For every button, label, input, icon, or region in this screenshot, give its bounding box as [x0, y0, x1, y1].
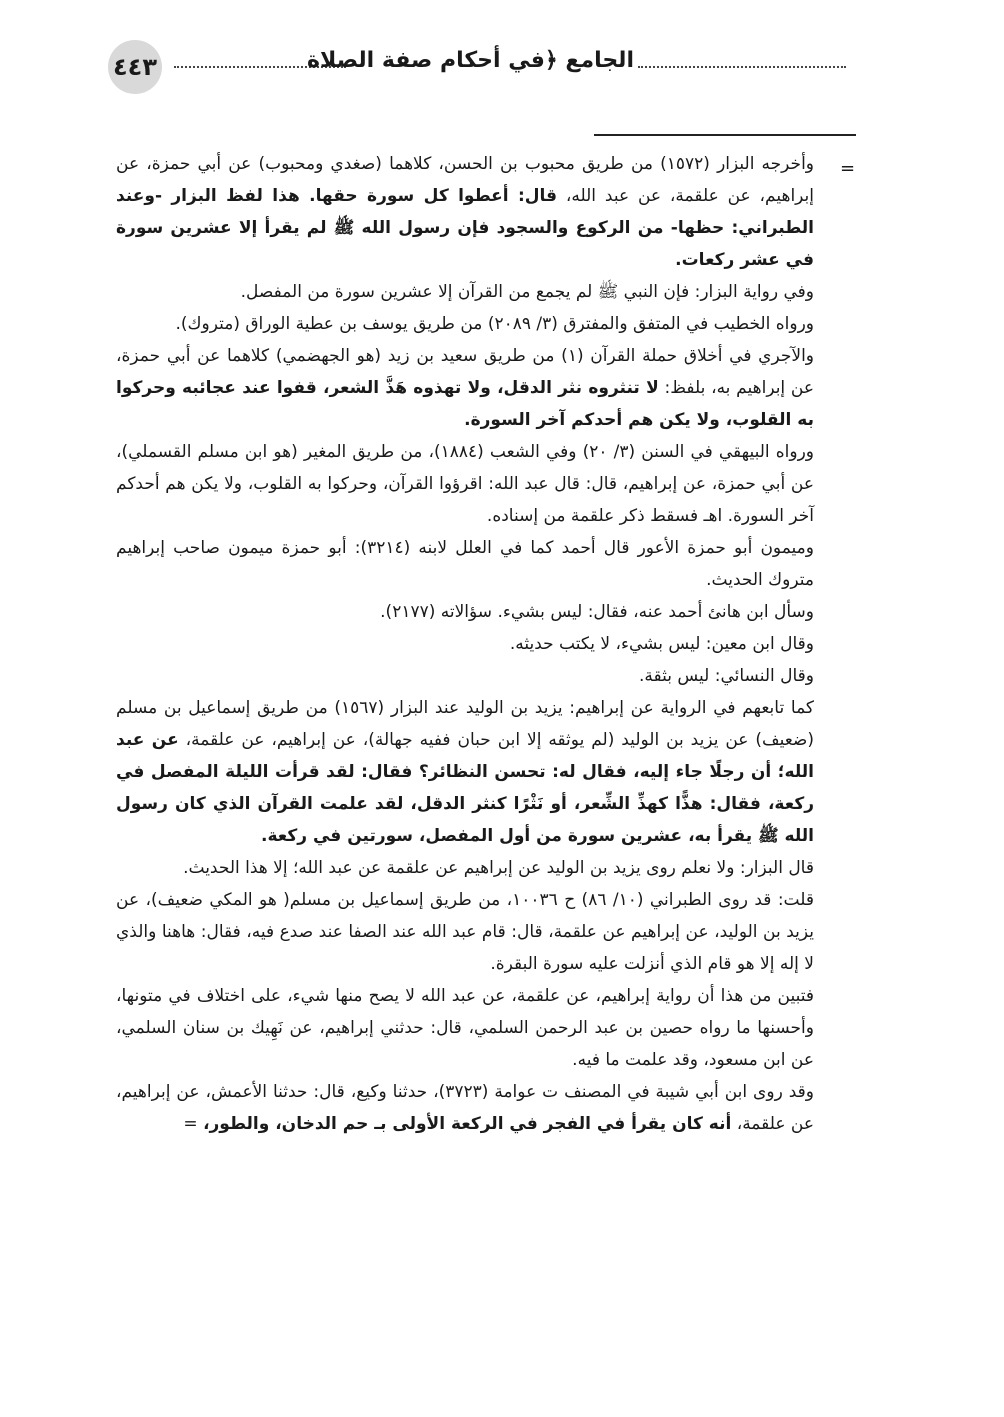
running-title: الجامع ﴿في أحكام صفة الصلاة [307, 48, 634, 73]
footnote-body [116, 148, 814, 1140]
paragraph-text: وقال النسائي: ليس بثقة. [638, 666, 814, 686]
footnote-paragraph [116, 532, 814, 596]
paragraph-text: وسأل ابن هانئ أحمد عنه، فقال: ليس بشيء. سؤالاته (٢١٧٧). [380, 602, 814, 622]
bold-quote-text: قال: أعطوا كل سورة حقها. هذا لفظ البزار -وعند الطبراني: حظها- من الركوع والسجود فإن رسول الله ﷺ لم يقرأ إلا عشرين سورة في عشر ركعات. [116, 186, 814, 270]
bold-quote-text: عن عبد الله؛ أن رجلًا جاء إليه، فقال له: تحسن النظائر؟ فقال: لقد قرأت الليلة المفصل في ركعة، فقال: هذًّا كهذِّ الشِّعر، أو نَثْرًا كنثر الدقل، لقد علمت القرآن الذي كان رسول الله ﷺ يقرأ به، عشرين سورة من أول المفصل، سورتين في ركعة. [116, 730, 814, 846]
footnote-paragraph [116, 980, 814, 1076]
footnote-paragraph [116, 852, 814, 884]
running-header [108, 40, 848, 100]
footnote-paragraph [116, 340, 814, 436]
page-number: ٤٤٣ [108, 40, 162, 94]
footnote-paragraph [116, 148, 814, 276]
paragraph-text: ورواه الخطيب في المتفق والمفترق (٣/ ٢٠٨٩) من طريق يوسف بن عطية الوراق (متروك). [175, 314, 814, 334]
paragraph-text: وفي رواية البزار: فإن النبي ﷺ لم يجمع من القرآن إلا عشرين سورة من المفصل. [240, 282, 814, 302]
paragraph-text: قال البزار: ولا نعلم روى يزيد بن الوليد عن إبراهيم عن علقمة عن عبد الله؛ إلا هذا الحديث. [183, 858, 814, 878]
paragraph-text: قلت: قد روى الطبراني (١٠/ ٨٦) ح ١٠٠٣٦، من طريق إسماعيل بن مسلم( هو المكي ضعيف)، عن يزيد بن الوليد، عن إبراهيم عن علقمة، قال: قام عبد الله عند الصفا عند صدع فيه، فقال: هاهنا والذي لا إله إلا هو قام الذي أنزلت عليه سورة البقرة. [116, 890, 814, 974]
footnote-paragraph [116, 436, 814, 532]
paragraph-text: وأخرجه البزار (١٥٧٢) من طريق محبوب بن الحسن، كلاهما (صغدي ومحبوب) عن أبي حمزة، عن إبراهيم، عن علقمة، عن عبد الله، [116, 154, 814, 206]
footnote-separator-rule [594, 134, 856, 136]
footnote-paragraph [116, 596, 814, 628]
paragraph-text: كما تابعهم في الرواية عن إبراهيم: يزيد بن الوليد عند البزار (١٥٦٧) من طريق إسماعيل بن مسلم (ضعيف) عن يزيد بن الوليد (لم يوثقه إلا ابن حبان ففيه جهالة)، عن إبراهيم، عن علقمة، [116, 698, 815, 750]
footnote-paragraph [116, 628, 814, 660]
paragraph-text: وقال ابن معين: ليس بشيء، لا يكتب حديثه. [509, 634, 814, 654]
paragraph-text: ورواه البيهقي في السنن (٣/ ٢٠) وفي الشعب (١٨٨٤)، من طريق المغير (هو ابن مسلم القسملي)، عن أبي حمزة، عن إبراهيم، قال: قال عبد الله: اقرؤوا القرآن، وحركوا به القلوب، ولا يكن هم أحدكم آخر السورة. اهـ فسقط ذكر علقمة من إسناده. [116, 442, 815, 526]
bold-quote-text: لا تنثروه نثر الدقل، ولا تهذوه هَذَّ الشعر، قفوا عند عجائبه وحركوا به القلوب، ولا يكن هم أحدكم آخر السورة. [116, 378, 814, 430]
paragraph-text: وميمون أبو حمزة الأعور قال أحمد كما في العلل لابنه (٣٢١٤): أبو حمزة ميمون صاحب إبراهيم متروك الحديث. [116, 538, 814, 590]
footnote-paragraph [116, 1076, 814, 1140]
footnote-paragraph [116, 308, 814, 340]
paragraph-text: والآجري في أخلاق حملة القرآن (١) من طريق سعيد بن زيد (هو الجهضمي) كلاهما عن أبي حمزة، عن إبراهيم به، بلفظ: [116, 346, 814, 398]
paragraph-text: = [183, 1114, 204, 1134]
footnote-paragraph [116, 692, 814, 852]
continuation-mark: = [840, 158, 856, 179]
header-dotted-line-right [638, 66, 846, 68]
footnote-paragraph [116, 884, 814, 980]
bold-quote-text: أنه كان يقرأ في الفجر في الركعة الأولى بـ حم الدخان، والطور، [203, 1114, 732, 1134]
paragraph-text: وقد روى ابن أبي شيبة في المصنف ت عوامة (٣٧٢٣)، حدثنا وكيع، قال: حدثنا الأعمش، عن إبراهيم، عن علقمة، [116, 1082, 814, 1134]
paragraph-text: فتبين من هذا أن رواية إبراهيم، عن علقمة، عن عبد الله لا يصح منها شيء، على اختلاف في متونها، وأحسنها ما رواه حصين بن عبد الرحمن السلمي، قال: حدثني إبراهيم، عن نَهِيك بن سنان السلمي، عن ابن مسعود، وقد علمت ما فيه. [116, 986, 814, 1070]
footnote-paragraph [116, 276, 814, 308]
footnote-paragraph [116, 660, 814, 692]
